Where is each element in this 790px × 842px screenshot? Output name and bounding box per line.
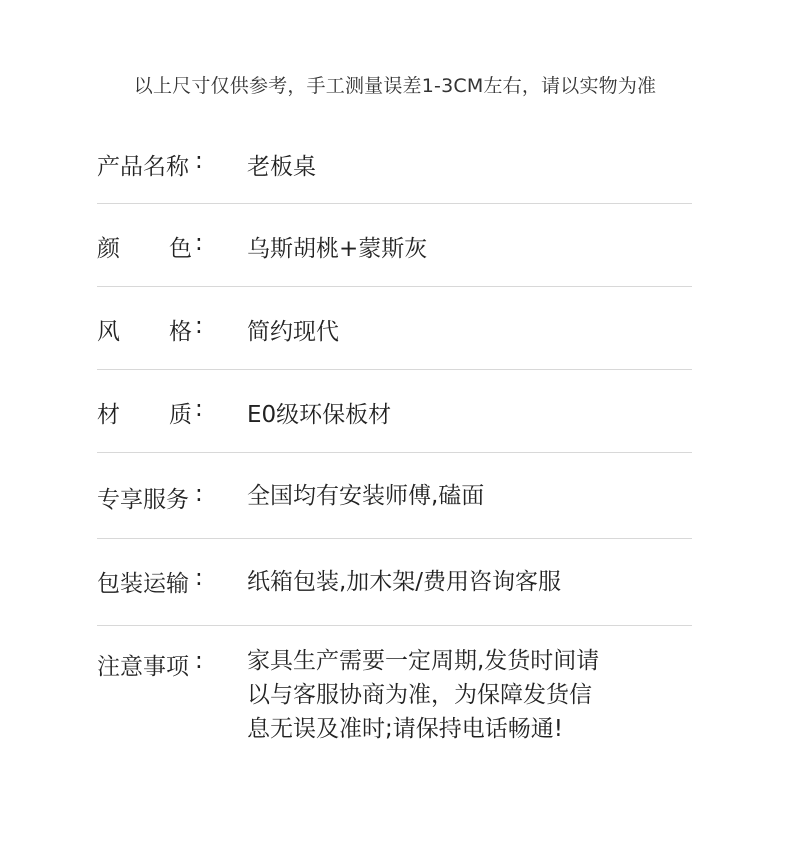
- spec-value: 纸箱包装,加木架/费用咨询客服: [247, 569, 562, 595]
- size-notice: 以上尺寸仅供参考，手工测量误差1-3CM左右，请以实物为准: [133, 75, 657, 97]
- spec-label: [97, 230, 192, 263]
- spec-row-style: [97, 287, 692, 370]
- spec-colon: :: [195, 148, 203, 174]
- spec-label: 专享服务: [97, 487, 189, 513]
- spec-colon: :: [195, 481, 203, 507]
- spec-value: 老板桌: [247, 154, 316, 180]
- spec-colon: :: [195, 313, 203, 339]
- spec-row-service: [97, 453, 692, 539]
- spec-label-char: 风: [97, 319, 120, 345]
- spec-row-shipping: [97, 539, 692, 626]
- spec-value: 简约现代: [247, 319, 339, 345]
- spec-label: [97, 313, 192, 346]
- spec-colon: :: [195, 648, 203, 674]
- spec-value: 乌斯胡桃+蒙斯灰: [247, 236, 428, 262]
- spec-colon: :: [195, 396, 203, 422]
- spec-label-char: 色: [169, 236, 192, 262]
- spec-colon: :: [195, 565, 203, 591]
- spec-colon: :: [195, 230, 203, 256]
- spec-label-char: 质: [169, 402, 192, 428]
- spec-list: [97, 120, 692, 786]
- spec-value: 全国均有安装师傅,磕面: [247, 483, 485, 509]
- spec-label-char: 材: [97, 402, 120, 428]
- spec-row-color: [97, 204, 692, 287]
- spec-label: 包装运输: [97, 571, 189, 597]
- spec-row-product-name: [97, 120, 692, 204]
- spec-value: 家具生产需要一定周期,发货时间请以与客服协商为准，为保障发货信息无误及准时;请保持电话畅通!: [247, 648, 600, 742]
- spec-label-char: 格: [169, 319, 192, 345]
- spec-row-notes: [97, 626, 692, 786]
- spec-label-char: 颜: [97, 236, 120, 262]
- spec-value: E0级环保板材: [247, 402, 392, 428]
- spec-row-material: [97, 370, 692, 453]
- spec-label: [97, 396, 192, 429]
- spec-label: 注意事项: [97, 654, 189, 680]
- spec-label: 产品名称: [97, 154, 189, 180]
